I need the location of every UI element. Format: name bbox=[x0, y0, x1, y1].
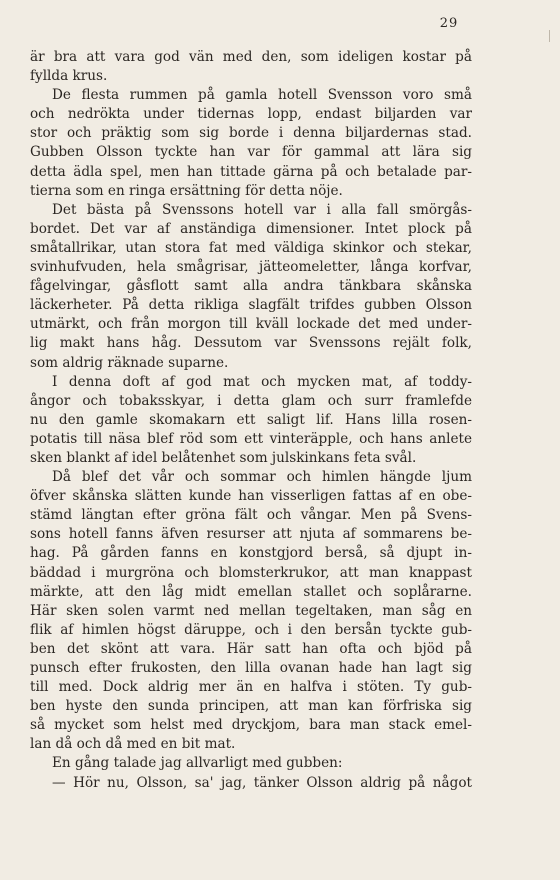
text-line: stämd längtan efter gröna fält och vångar. Men på Svens- bbox=[30, 507, 472, 524]
text-line: nu den gamle skomakarn ett saligt lif. Hans lilla rosen- bbox=[30, 411, 472, 428]
text-line: stor och präktig som sig borde i denna biljardernas stad. bbox=[30, 125, 472, 142]
text-line: märkte, att den låg midt emellan stallet och soplårarne. bbox=[30, 583, 472, 600]
text-line: svinhufvuden, hela smågrisar, jätteomeletter, långa korfvar, bbox=[30, 259, 472, 276]
text-line: De flesta rummen på gamla hotell Svensson voro små bbox=[52, 87, 472, 104]
text-line: utmärkt, och från morgon till kväll lockade det med under- bbox=[30, 316, 472, 333]
text-line: ben hyste den sunda principen, att man kan förfriska sig bbox=[30, 698, 472, 715]
text-line: En gång talade jag allvarligt med gubben: bbox=[52, 755, 343, 772]
text-line: och nedrökta under tidernas lopp, endast biljarden var bbox=[30, 106, 472, 123]
text-line: — Hör nu, Olsson, sa' jag, tänker Olsson aldrig på något bbox=[52, 774, 472, 791]
text-line: potatis till näsa blef röd som ett vinteräpple, och hans anlete bbox=[30, 430, 472, 447]
text-line: lan då och då med en bit mat. bbox=[30, 736, 236, 753]
text-line: så mycket som helst med dryckjom, bara man stack emel- bbox=[30, 717, 472, 734]
text-line: fyllda krus. bbox=[30, 68, 108, 85]
text-line: ben det skönt att vara. Här satt han ofta och bjöd på bbox=[30, 640, 472, 657]
text-line: läckerheter. På detta rikliga slagfält trifdes gubben Olsson bbox=[30, 297, 472, 314]
text-line: öfver skånska slätten kunde han visserligen fattas af en obe- bbox=[30, 488, 472, 505]
text-line: till med. Dock aldrig mer än en halfva i stöten. Ty gub- bbox=[30, 679, 472, 696]
text-line: Här sken solen varmt ned mellan tegeltaken, man såg en bbox=[30, 602, 472, 619]
text-line: Gubben Olsson tyckte han var för gammal att lära sig bbox=[30, 144, 472, 161]
text-line: punsch efter frukosten, den lilla ovanan hade han lagt sig bbox=[30, 660, 472, 676]
text-line: fågelvingar, gåsflott samt alla andra tänkbara skånska bbox=[30, 278, 472, 295]
text-line: lig makt hans håg. Dessutom var Svenssons rejält folk, bbox=[30, 335, 472, 352]
text-line: Det bästa på Svenssons hotell var i alla fall smörgås- bbox=[52, 201, 472, 218]
text-line: detta ädla spel, men han tittade gärna på och betalade par- bbox=[30, 163, 472, 180]
text-line: I denna doft af god mat och mycken mat, af toddy- bbox=[52, 373, 472, 390]
margin-mark bbox=[549, 30, 550, 42]
body-text bbox=[30, 48, 472, 793]
text-line: ångor och tobaksskyar, i detta glam och surr framlefde bbox=[30, 392, 472, 409]
text-line: sons hotell fanns äfven resurser att njuta af sommarens be- bbox=[30, 526, 472, 543]
text-line: som aldrig räknade suparne. bbox=[30, 354, 229, 371]
text-line: sken blankt af idel belåtenhet som julskinkans feta svål. bbox=[30, 449, 417, 466]
text-line: småtallrikar, utan stora fat med väldiga skinkor och stekar, bbox=[30, 239, 472, 256]
text-line: Då blef det vår och sommar och himlen hängde ljum bbox=[52, 469, 472, 486]
text-line: hag. På gården fanns en konstgjord berså, så djupt in- bbox=[30, 545, 472, 562]
text-line: bordet. Det var af anständiga dimensioner. Intet plock på bbox=[30, 220, 472, 237]
text-line: bäddad i murgröna och blomsterkrukor, att man knappast bbox=[30, 564, 472, 581]
text-line: flik af himlen högst däruppe, och i den bersån tyckte gub- bbox=[30, 621, 472, 638]
text-line: tierna som en ringa ersättning för detta nöje. bbox=[30, 182, 343, 199]
page-number: 29 bbox=[439, 16, 459, 31]
text-line: är bra att vara god vän med den, som ideligen kostar på bbox=[30, 49, 472, 65]
